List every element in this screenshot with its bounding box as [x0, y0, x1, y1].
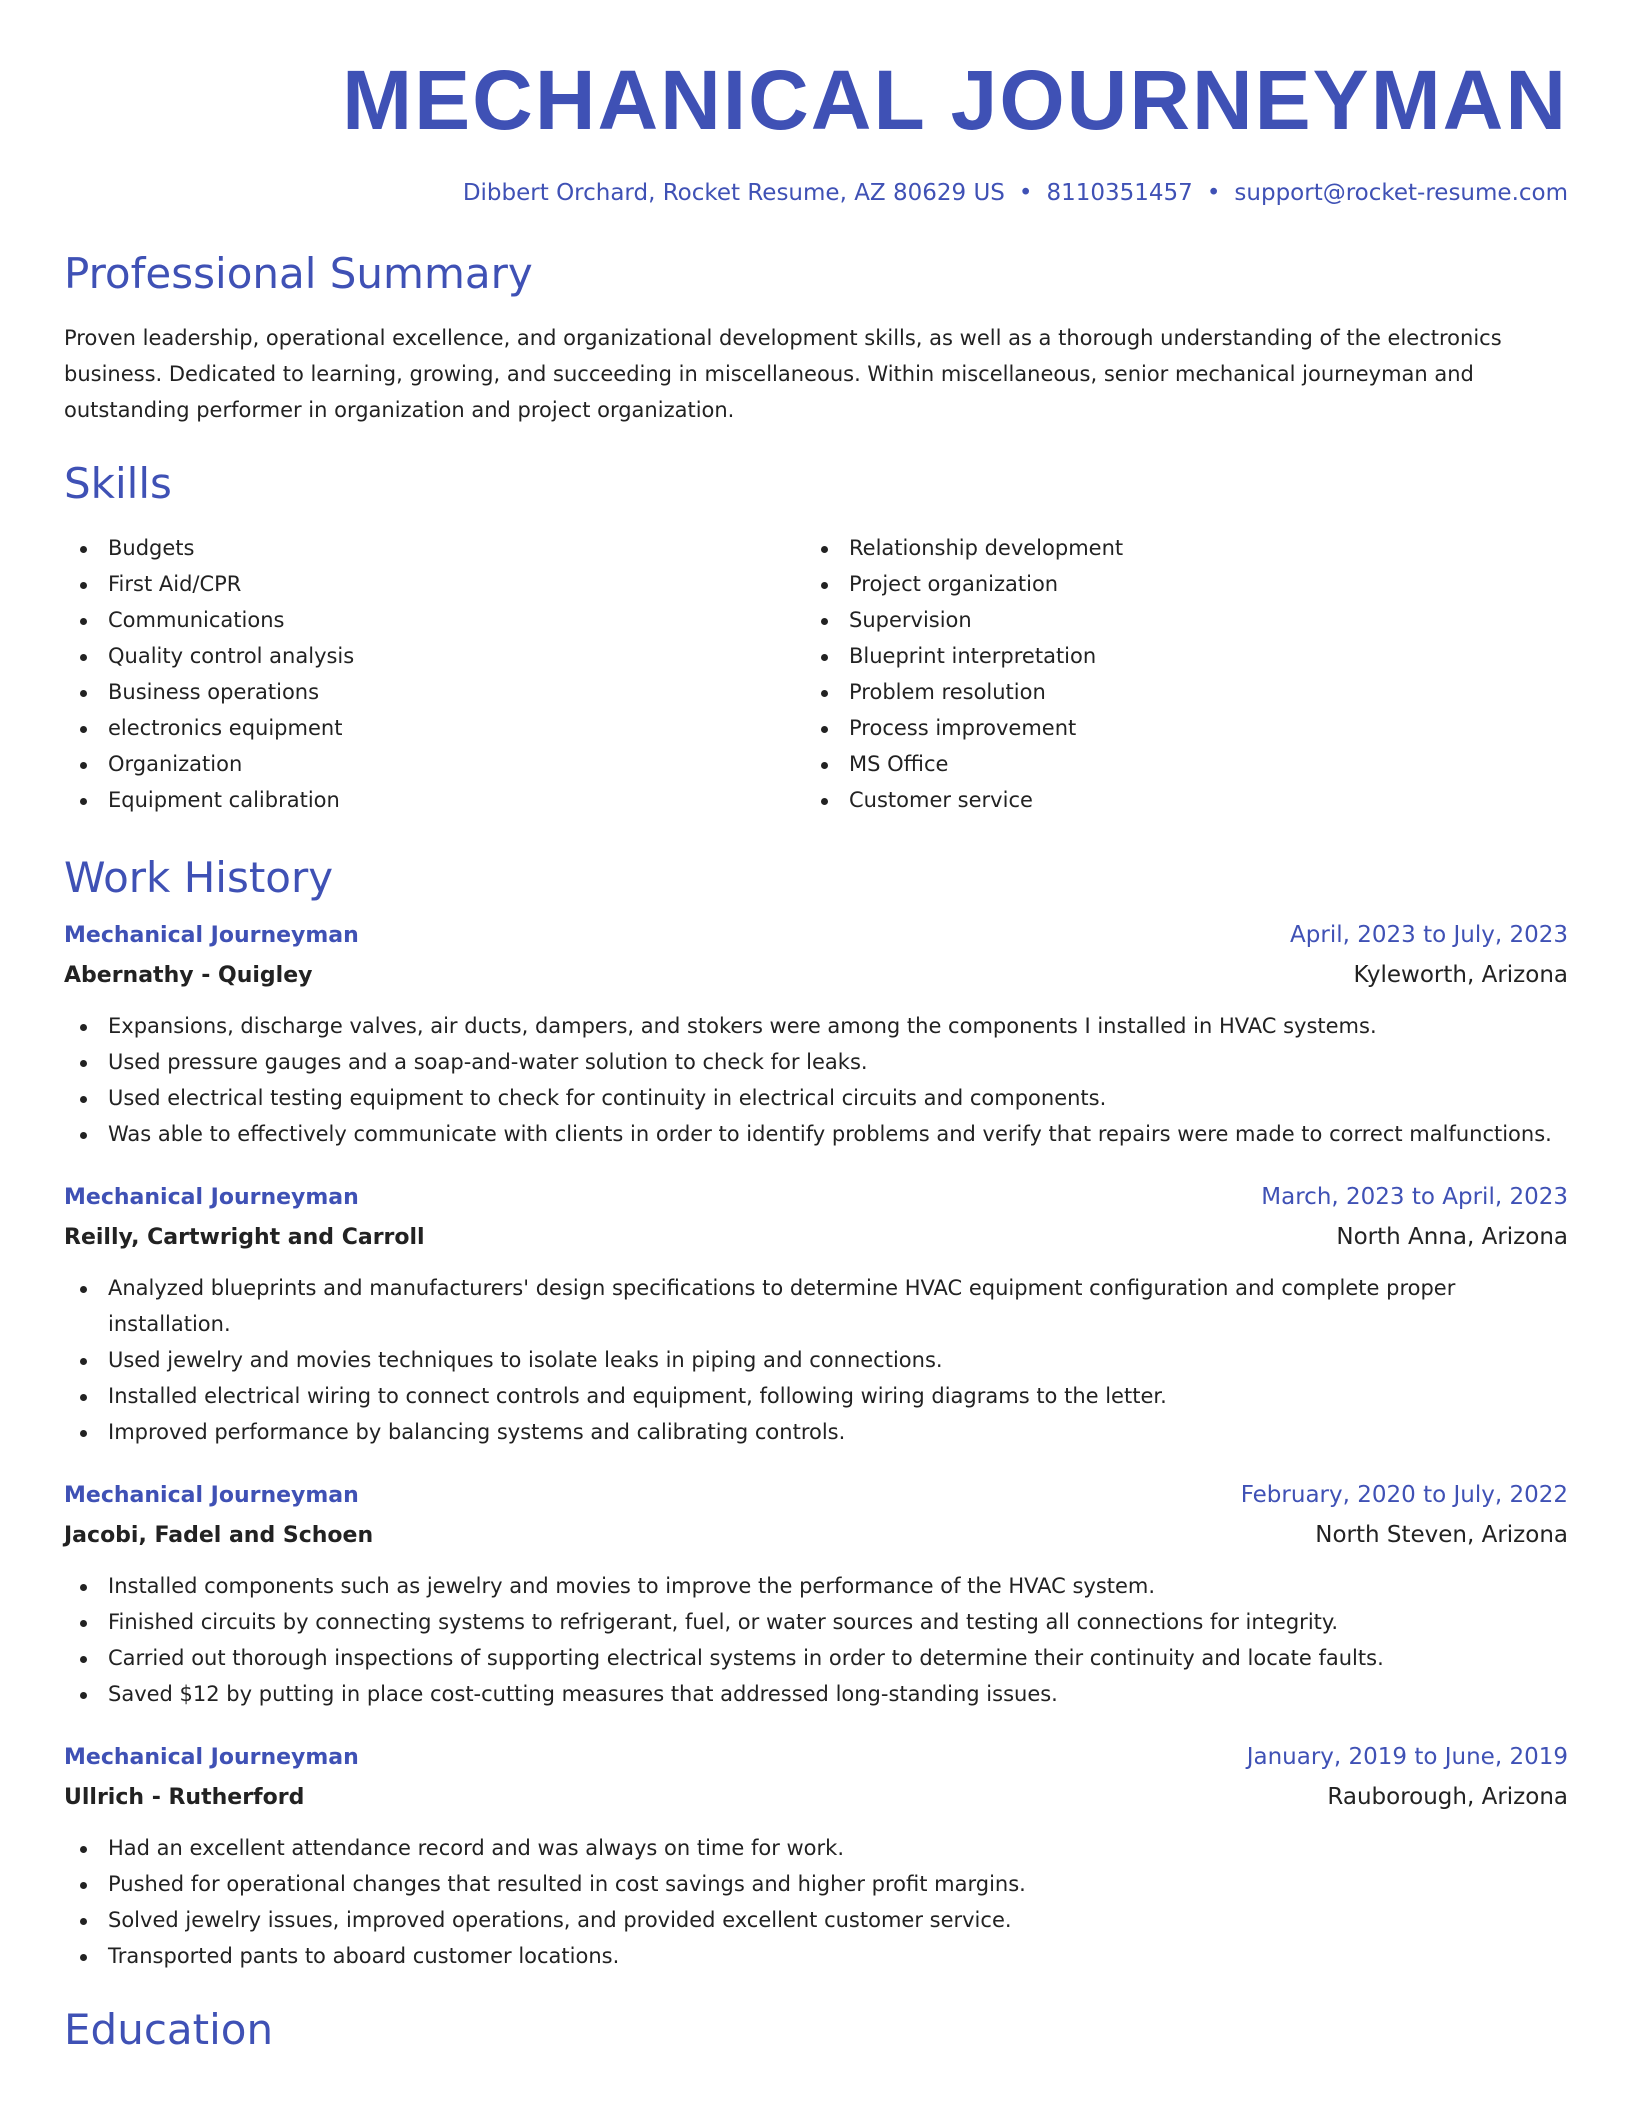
- job-dates: February, 2020 to July, 2022: [1240, 1482, 1568, 1508]
- job-entry: [64, 916, 1568, 1152]
- skill-item: Quality control analysis: [64, 638, 805, 674]
- contact-separator: •: [1206, 180, 1221, 206]
- job-duties: [64, 1270, 1568, 1450]
- job-dates: January, 2019 to June, 2019: [1246, 1744, 1568, 1770]
- skills-list: [64, 530, 1568, 818]
- duty-item: Installed components such as jewelry and movies to improve the performance of the HVAC system.: [64, 1568, 1568, 1604]
- duty-item: Had an excellent attendance record and was always on time for work.: [64, 1830, 1568, 1866]
- skill-item: Supervision: [805, 602, 1546, 638]
- duty-item: Analyzed blueprints and manufacturers' design specifications to determine HVAC equipment configuration and complete proper installation.: [64, 1270, 1568, 1342]
- duty-item: Used pressure gauges and a soap-and-water solution to check for leaks.: [64, 1044, 1568, 1080]
- job-entry: [64, 1738, 1568, 1974]
- skill-item: First Aid/CPR: [64, 566, 805, 602]
- skill-item: Blueprint interpretation: [805, 638, 1546, 674]
- company-name: Abernathy - Quigley: [64, 963, 313, 988]
- job-title: Mechanical Journeyman: [64, 1483, 359, 1508]
- contact-email: support@rocket-resume.com: [1234, 180, 1568, 206]
- summary-text: Proven leadership, operational excellence, and organizational development skills, as well as a thorough understanding of the electronics business. Dedicated to learning, growing, and succeeding in miscellaneous. Within miscellaneous, senior mechanical journeyman and outstanding performer in organization and project organization.: [64, 326, 1502, 422]
- contact-phone: 8110351457: [1046, 180, 1193, 206]
- duty-item: Was able to effectively communicate with clients in order to identify problems and verify that repairs were made to correct malfunctions.: [64, 1116, 1568, 1152]
- skill-item: Organization: [64, 746, 805, 782]
- job-entry: [64, 1476, 1568, 1712]
- skill-item: Budgets: [64, 530, 805, 566]
- skill-item: Communications: [64, 602, 805, 638]
- skill-item: Process improvement: [805, 710, 1546, 746]
- job-location: North Anna, Arizona: [1336, 1224, 1568, 1250]
- company-name: Ullrich - Rutherford: [64, 1785, 305, 1810]
- job-title: Mechanical Journeyman: [64, 1745, 359, 1770]
- duty-item: Finished circuits by connecting systems to refrigerant, fuel, or water sources and testing all connections for integrity.: [64, 1604, 1568, 1640]
- skill-item: Business operations: [64, 674, 805, 710]
- resume-name: MECHANICAL JOURNEYMAN: [342, 53, 1568, 147]
- duty-item: Expansions, discharge valves, air ducts, dampers, and stokers were among the components I installed in HVAC systems.: [64, 1008, 1568, 1044]
- job-title: Mechanical Journeyman: [64, 1185, 359, 1210]
- skill-item: Customer service: [805, 782, 1546, 818]
- job-location: Rauborough, Arizona: [1327, 1784, 1568, 1810]
- job-location: Kyleworth, Arizona: [1353, 962, 1568, 988]
- job-duties: [64, 1008, 1568, 1152]
- company-name: Jacobi, Fadel and Schoen: [64, 1523, 374, 1548]
- work-history-heading: Work History: [64, 853, 334, 902]
- skills-column-right: [805, 530, 1546, 818]
- duty-item: Used electrical testing equipment to check for continuity in electrical circuits and components.: [64, 1080, 1568, 1116]
- duty-item: Carried out thorough inspections of supporting electrical systems in order to determine their continuity and locate faults.: [64, 1640, 1568, 1676]
- job-duties: [64, 1568, 1568, 1712]
- contact-address: Dibbert Orchard, Rocket Resume, AZ 80629 US: [462, 180, 1005, 206]
- summary-heading: Professional Summary: [64, 249, 533, 298]
- contact-line: [64, 178, 1568, 208]
- skills-heading: Skills: [64, 459, 172, 508]
- skill-item: MS Office: [805, 746, 1546, 782]
- contact-separator: •: [1018, 180, 1033, 206]
- duty-item: Saved $12 by putting in place cost-cutting measures that addressed long-standing issues.: [64, 1676, 1568, 1712]
- duty-item: Improved performance by balancing systems and calibrating controls.: [64, 1414, 1568, 1450]
- skills-column-left: [64, 530, 805, 818]
- company-name: Reilly, Cartwright and Carroll: [64, 1225, 425, 1250]
- duty-item: Solved jewelry issues, improved operations, and provided excellent customer service.: [64, 1902, 1568, 1938]
- duty-item: Transported pants to aboard customer locations.: [64, 1938, 1568, 1974]
- job-location: North Steven, Arizona: [1315, 1522, 1568, 1548]
- skill-item: electronics equipment: [64, 710, 805, 746]
- job-dates: March, 2023 to April, 2023: [1261, 1184, 1568, 1210]
- education-heading: Education: [64, 2005, 274, 2054]
- job-entry: [64, 1178, 1568, 1450]
- job-dates: April, 2023 to July, 2023: [1290, 922, 1568, 948]
- job-title: Mechanical Journeyman: [64, 923, 359, 948]
- skill-item: Project organization: [805, 566, 1546, 602]
- skill-item: Equipment calibration: [64, 782, 805, 818]
- duty-item: Installed electrical wiring to connect controls and equipment, following wiring diagrams to the letter.: [64, 1378, 1568, 1414]
- duty-item: Used jewelry and movies techniques to isolate leaks in piping and connections.: [64, 1342, 1568, 1378]
- duty-item: Pushed for operational changes that resulted in cost savings and higher profit margins.: [64, 1866, 1568, 1902]
- skill-item: Relationship development: [805, 530, 1546, 566]
- skill-item: Problem resolution: [805, 674, 1546, 710]
- job-duties: [64, 1830, 1568, 1974]
